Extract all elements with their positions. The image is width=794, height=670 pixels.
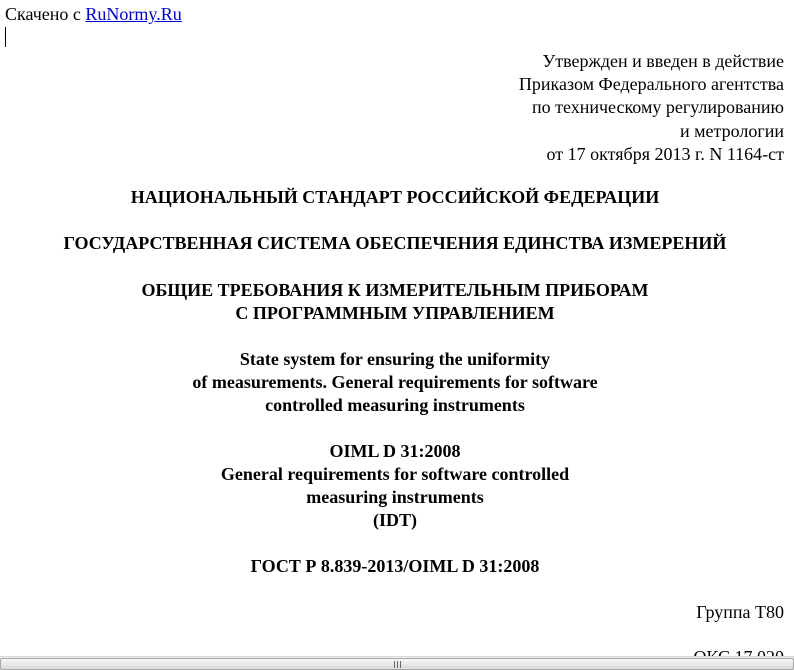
requirements-line: С ПРОГРАММНЫМ УПРАВЛЕНИЕМ [235,303,555,323]
national-standard-title [0,186,790,209]
oiml-title-line: measuring instruments [306,487,484,507]
english-title-line: State system for ensuring the uniformity [239,349,551,369]
oiml-title-line: General requirements for software controlled [220,464,570,484]
approval-line: и метрологии [680,120,784,141]
source-link[interactable]: RuNormy.Ru [85,4,182,24]
gost-designation-text: ГОСТ Р 8.839-2013/OIML D 31:2008 [250,556,540,576]
national-standard-text: НАЦИОНАЛЬНЫЙ СТАНДАРТ РОССИЙСКОЙ ФЕДЕРАЦИИ [130,187,660,207]
state-system-title [0,232,790,255]
approval-line: по техническому регулированию [531,97,784,118]
english-title-line: of measurements. General requirements for software [192,372,598,392]
source-prefix: Скачено с [5,4,81,24]
horizontal-scrollbar[interactable] [0,656,794,670]
english-title-line: controlled measuring instruments [265,395,525,415]
oiml-title-line: OIML D 31:2008 [329,441,461,461]
scrollbar-thumb[interactable] [0,658,794,670]
approval-line: от 17 октября 2013 г. N 1164-ст [546,143,784,164]
requirements-line: ОБЩИЕ ТРЕБОВАНИЯ К ИЗМЕРИТЕЛЬНЫМ ПРИБОРАМ [141,280,649,300]
oiml-title [0,440,790,532]
approval-line: Утвержден и введен в действие [542,51,784,71]
oiml-title-line: (IDT) [373,510,417,530]
group-classification: Группа Т80 [696,602,784,622]
approval-block [519,50,784,166]
english-title [0,348,790,417]
text-caret [5,27,6,47]
approval-line: Приказом Федерального агентства [518,74,784,95]
requirements-title [0,279,790,325]
state-system-text: ГОСУДАРСТВЕННАЯ СИСТЕМА ОБЕСПЕЧЕНИЯ ЕДИНСТВА ИЗМЕРЕНИЙ [63,233,727,253]
gost-designation [0,555,790,578]
source-line [5,4,182,25]
grip-icon [393,661,403,668]
